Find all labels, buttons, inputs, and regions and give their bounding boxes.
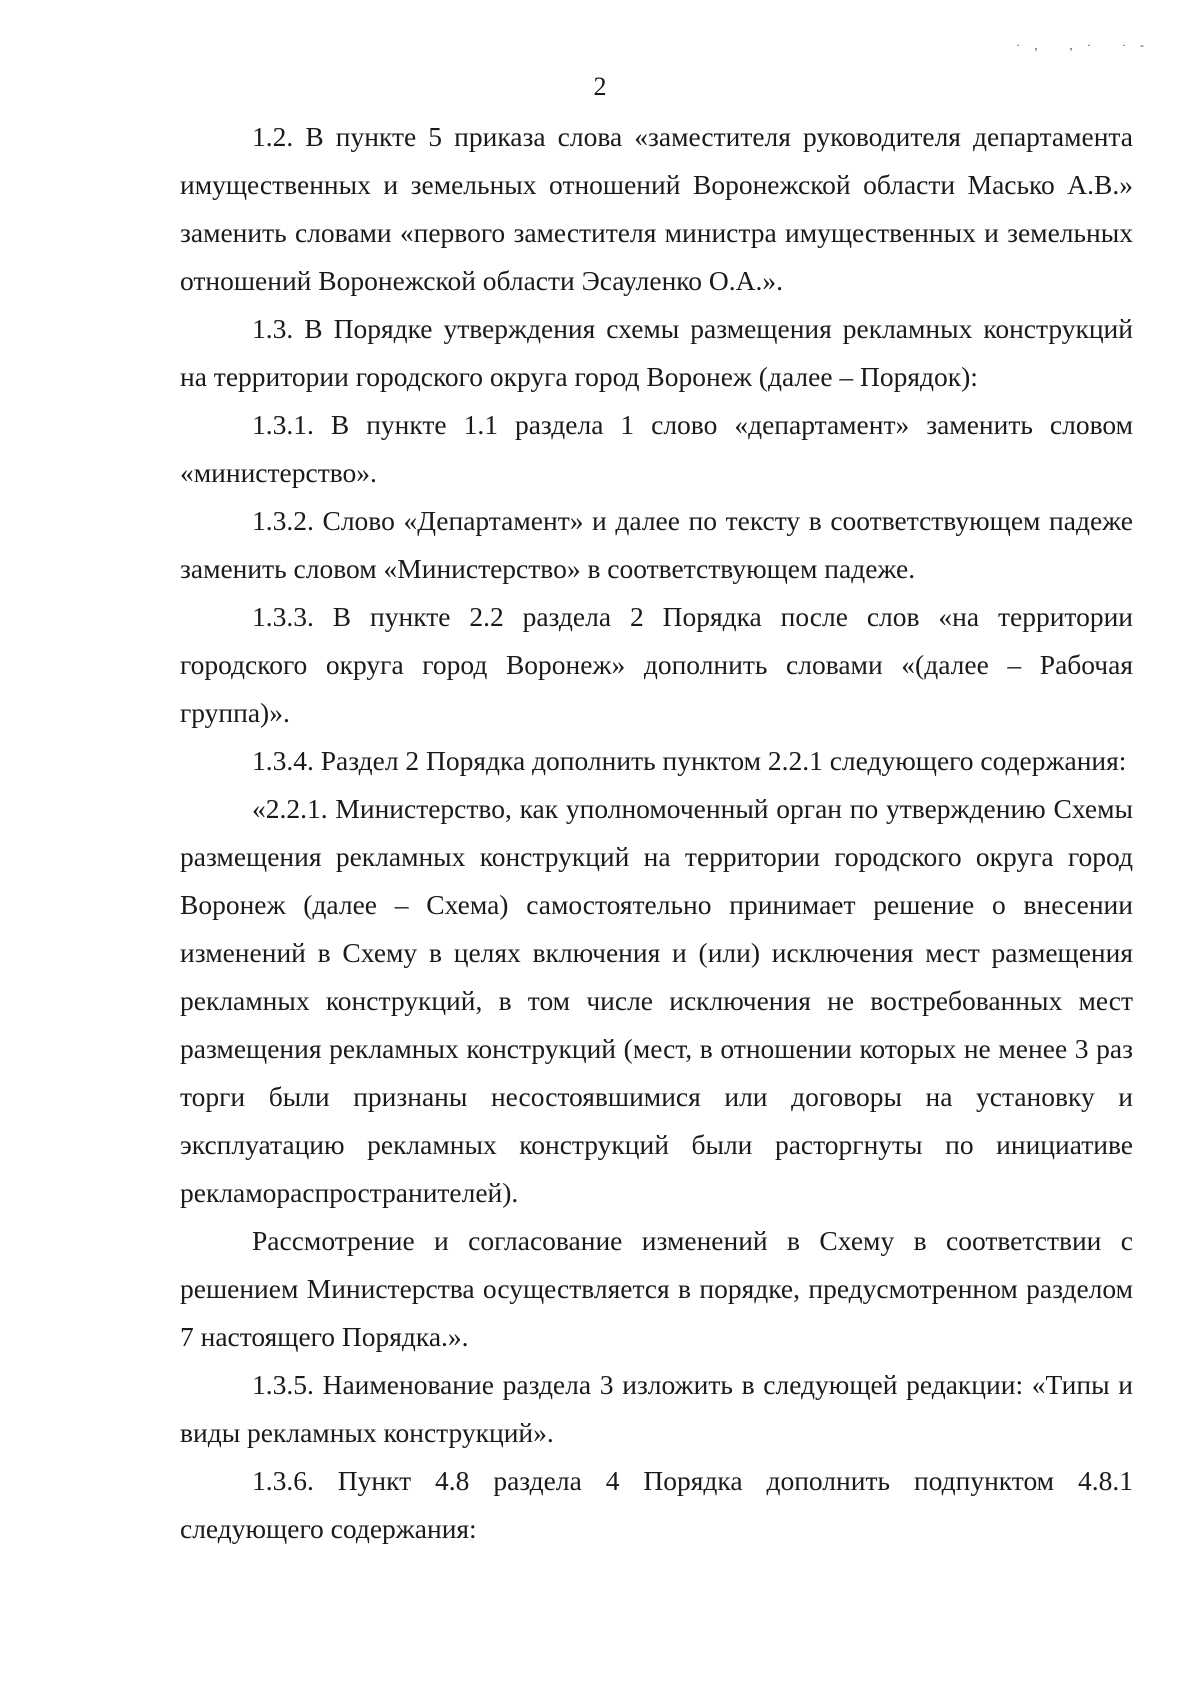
paragraph-1-3-3: 1.3.3. В пункте 2.2 раздела 2 Порядка после слов «на территории городского округа город Воронеж» дополнить словами «(далее – Рабочая группа)». bbox=[180, 601, 1133, 728]
paragraph-review: Рассмотрение и согласование изменений в Схему в соответствии с решением Министерства осуществляется в порядке, предусмотренном разделом 7 настоящего Порядка.». bbox=[180, 1225, 1133, 1352]
paragraph-1-3-4: 1.3.4. Раздел 2 Порядка дополнить пунктом 2.2.1 следующего содержания: bbox=[252, 745, 1127, 776]
paragraph-1-3-2: 1.3.2. Слово «Департамент» и далее по тексту в соответствующем падеже заменить словом «Министерство» в соответствующем падеже. bbox=[180, 505, 1133, 584]
paragraph-2-2-1: «2.2.1. Министерство, как уполномоченный орган по утверждению Схемы размещения рекламных конструкций на территории городского округа город Воронеж (далее – Схема) самостоятельно принимает решение о внесении изменений в Схему в целях включения и (или) исключения мест размещения рекламных конструкций, в том числе исключения не востребованных мест размещения рекламных конструкций (мест, в отношении которых не менее 3 раз торги были признаны несостоявшимися или договоры на установку и эксплуатацию рекламных конструкций были расторгнуты по инициативе рекламораспространителей). bbox=[180, 793, 1133, 1208]
paragraph-1-3-1: 1.3.1. В пункте 1.1 раздела 1 слово «департамент» заменить словом «министерство». bbox=[180, 409, 1133, 488]
paragraph-1-2: 1.2. В пункте 5 приказа слова «заместителя руководителя департамента имущественных и земельных отношений Воронежской области Масько А.В.» заменить словами «первого заместителя министра имущественных и земельных отношений Воронежской области Эсауленко О.А.». bbox=[180, 121, 1133, 296]
document-body bbox=[180, 113, 1133, 1553]
page-number: 2 bbox=[593, 72, 607, 101]
paragraph-1-3: 1.3. В Порядке утверждения схемы размещения рекламных конструкций на территории городского округа город Воронеж (далее – Порядок): bbox=[180, 313, 1133, 392]
paragraph-1-3-6: 1.3.6. Пункт 4.8 раздела 4 Порядка дополнить подпунктом 4.8.1 следующего содержания: bbox=[180, 1465, 1133, 1544]
paragraph-1-3-5: 1.3.5. Наименование раздела 3 изложить в следующей редакции: «Типы и виды рекламных конструкций». bbox=[180, 1369, 1133, 1448]
scan-marks: ·‚ ‚· ·‐ bbox=[1016, 38, 1158, 52]
